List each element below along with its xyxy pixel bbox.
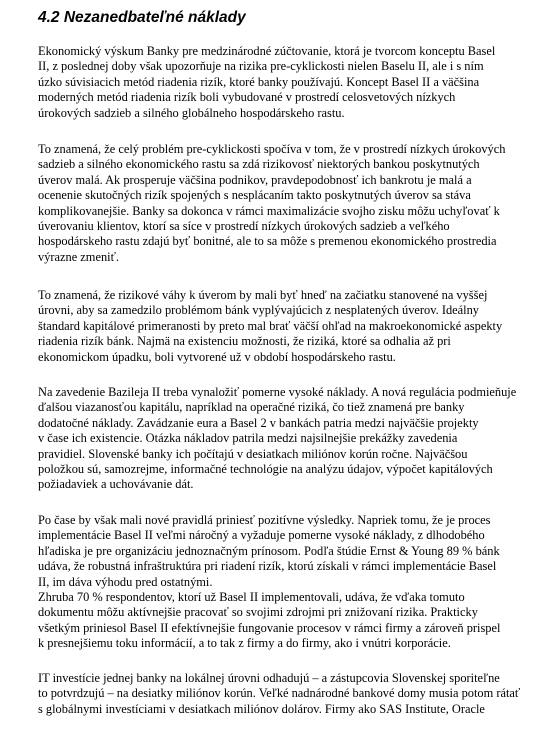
text-line: hospodárskeho rastu zdajú byť bonitné, ale to sa môže s premenou ekonomického prostredia bbox=[38, 234, 497, 249]
text-line: ďalšou viazanosťou kapitálu, napríklad na operačné riziká, čo tiež znamená pre banky bbox=[38, 400, 465, 415]
paragraph-5 bbox=[38, 513, 500, 652]
text-line: výrazne zmeniť. bbox=[38, 249, 119, 264]
paragraph-1 bbox=[38, 44, 495, 121]
text-line: k presnejšiemu toku informácií, a to tak z firmy a do firmy, ako i vnútri korporácie. bbox=[38, 636, 451, 651]
paragraph-2 bbox=[38, 142, 505, 265]
text-line: položkou sú, samozrejme, informačné technológie na analýzu údajov, výpočet kapitálových bbox=[38, 461, 493, 476]
text-line: úrokových sadzieb a silného globálneho hospodárskeho rastu. bbox=[38, 105, 345, 120]
text-line: riadenia rizík bánk. Najmä na existenciu možnosti, že riziká, ktoré sa odhalia až pri bbox=[38, 334, 451, 349]
text-line: štandard kapitálové primeranosti by preto mal brať väčší ohľad na makroekonomické aspekty bbox=[38, 318, 503, 333]
text-line: úrovni, aby sa zamedzilo problémom bánk vyplývajúcich z nesplatených úverov. Ideálny bbox=[38, 303, 479, 318]
paragraph-3 bbox=[38, 288, 502, 365]
text-line: IT investície jednej banky na lokálnej úrovni odhadujú – a zástupcovia Slovenskej sporiteľne bbox=[38, 671, 500, 685]
text-line: ekonomickom úpadku, boli vytvorené už v období hospodárskeho rastu. bbox=[38, 349, 396, 364]
text-line: II, im dáva výhodu pred ostatnými. bbox=[38, 574, 213, 589]
text-line: udáva, že robustná infraštruktúra pri riadení rizík, ktorú získali v rámci implementácie Basel bbox=[38, 559, 497, 574]
text-line: všetkým priniesol Basel II efektívnejšie fungovanie procesov v rámci firmy a zároveň prispel bbox=[38, 620, 501, 635]
text-line: komplikovanejšie. Banky sa dokonca v rámci maximalizácie svojho zisku môžu uchyľovať k bbox=[38, 203, 500, 218]
text-line: požiadaviek a uchovávanie dát. bbox=[38, 477, 194, 492]
text-line: to potvrdzujú – na desiatky miliónov korún. Veľké nadnárodné bankové domy musia potom rátať bbox=[38, 686, 521, 701]
text-line: implementácie Basel II veľmi náročný a vyžaduje pomerne vysoké náklady, z dlhodobého bbox=[38, 528, 485, 543]
text-line: To znamená, že rizikové váhy k úverom by mali byť hneď na začiatku stanovené na vyššej bbox=[38, 288, 488, 302]
text-line: v čase ich existencie. Otázka nákladov patrila medzi najsilnejšie prekážky zavedenia bbox=[38, 431, 458, 446]
text-line: dokumentu môžu aktívnejšie pracovať so svojimi zdrojmi pri znižovaní rizika. Prakticky bbox=[38, 605, 478, 620]
text-line: ocenenie skutočných rizík spojených s nesplácaním takto poskytnutých úverov sa stáva bbox=[38, 188, 471, 203]
text-line: moderných metód riadenia rizík boli vybudované v prostredí celosvetových nízkych bbox=[38, 90, 456, 105]
text-line: dodatočné náklady. Zavádzanie eura a Basel 2 v bankách patria medzi najväčšie projekty bbox=[38, 415, 479, 430]
text-line: pravidiel. Slovenské banky ich počítajú v desiatkach miliónov korún ročne. Najväčšou bbox=[38, 446, 468, 461]
text-line: Po čase by však mali nové pravidlá priniesť pozitívne výsledky. Napriek tomu, že je proces bbox=[38, 513, 491, 527]
paragraph-6 bbox=[38, 671, 520, 717]
text-line: úzko súvisiacich metód riadenia rizík, ktoré banky používajú. Koncept Basel II a väčšina bbox=[38, 74, 480, 89]
text-line: úverovaniu klientov, ktorí sa síce v prostredí nízkych úrokových sadzieb a veľkého bbox=[38, 218, 450, 233]
text-line: sadzieb a silného ekonomického rastu sa zdá rizikovosť niektorých bankou poskytnutých bbox=[38, 157, 480, 172]
text-line: Zhruba 70 % respondentov, ktorí už Basel II implementovali, udáva, že vďaka tomuto bbox=[38, 589, 465, 604]
text-line: To znamená, že celý problém pre-cyklickosti spočíva v tom, že v prostredí nízkych úrokových bbox=[38, 142, 506, 156]
text-line: hľadiska je pre organizáciu jednoznačným prínosom. Podľa štúdie Ernst & Young 89 % bánk bbox=[38, 543, 500, 558]
paragraph-4 bbox=[38, 385, 516, 493]
text-line: II, z poslednej doby však upozorňuje na rizika pre-cyklickosti nielen Baselu II, ale i s ním bbox=[38, 59, 484, 74]
text-line: Ekonomický výskum Banky pre medzinárodné zúčtovanie, ktorá je tvorcom konceptu Basel bbox=[38, 44, 496, 58]
text-line: úverov malá. Ak prosperuje väčšina podnikov, pravdepodobnosť ich bankrotu je malá a bbox=[38, 172, 472, 187]
text-line: s globálnymi investíciami v desiatkach miliónov dolárov. Firmy ako SAS Institute, Oracle bbox=[38, 701, 485, 716]
text-line: Na zavedenie Bazileja II treba vynaložiť pomerne vysoké náklady. A nová regulácia podmieňuje bbox=[38, 385, 517, 399]
section-heading: 4.2 Nezanedbateľné náklady bbox=[38, 9, 246, 26]
